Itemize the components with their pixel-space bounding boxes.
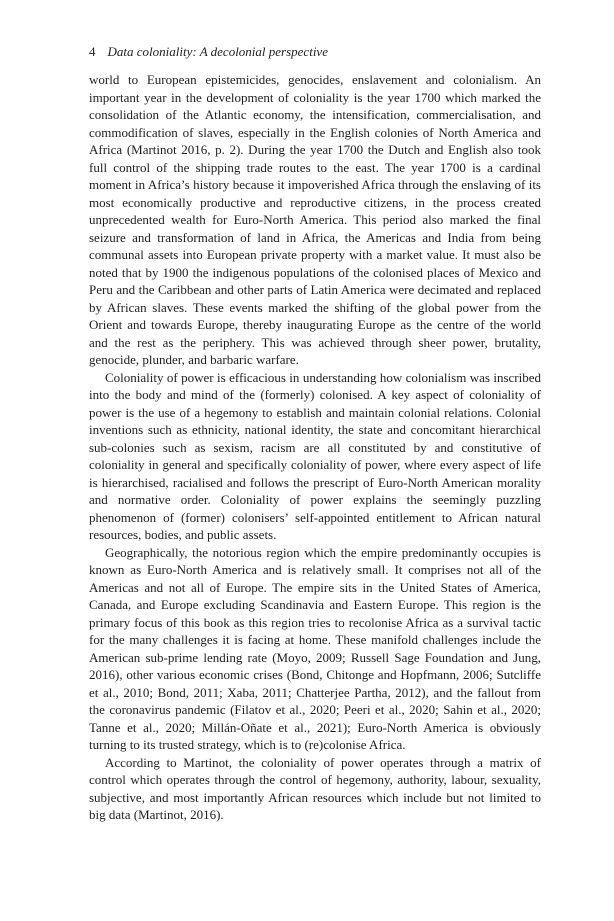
paragraph-4: According to Martinot, the coloniality of power operates through a matrix of control which operates through the control of hegemony, authority, labour, sexuality, subjective, and most importantly African resources which include but not limited to big data (Martinot, 2016).: [89, 754, 541, 822]
running-header: [89, 44, 541, 60]
paragraph-2: Coloniality of power is efficacious in understanding how colonialism was inscribed into the body and mind of the (formerly) colonised. A key aspect of coloniality of power is the use of a hegemony to establish and maintain colonial relations. Colonial inventions such as ethnicity, national identity, the state and concomitant hierarchical sub-colonies such as sexism, racism are all constituted by and constitutive of coloniality in general and specifically coloniality of power, where every aspect of life is hierarchised, racialised and follows the prescript of Euro-North American morality and normative order. Coloniality of power explains the seemingly puzzling phenomenon of (former) colonisers’ self-appointed entitlement to African natural resources, bodies, and public assets.: [89, 369, 541, 542]
page-number: 4: [89, 44, 96, 59]
book-page: [89, 44, 541, 824]
body-text: [89, 71, 541, 824]
paragraph-1: world to European epistemicides, genocides, enslavement and colonialism. An important year in the development of coloniality is the year 1700 which marked the consolidation of the Atlantic economy, the intensification, commercialisation, and commodification of slaves, especially in the English colonies of North America and Africa (Martinot 2016, p. 2). During the year 1700 the Dutch and English also took full control of the shipping trade routes to the east. The year 1700 is a cardinal moment in Africa’s history because it impoverished Africa through the enslaving of its most economically productive and reproductive citizens, in the process created unprecedented wealth for Euro-North America. This period also marked the final seizure and transformation of land in Africa, the Americas and India from being communal assets into European private property with a market value. It must also be noted that by 1900 the indigenous populations of the colonised places of Mexico and Peru and the Caribbean and other parts of Latin America were decimated and replaced by African slaves. These events marked the shifting of the global power from the Orient and towards Europe, thereby inaugurating Europe as the centre of the world and the rest as the periphery. This was achieved through sheer power, brutality, genocide, plunder, and barbaric warfare.: [89, 72, 541, 367]
running-title: Data coloniality: A decolonial perspective: [107, 44, 328, 59]
paragraph-3: Geographically, the notorious region which the empire predominantly occupies is known as Euro-North America and is relatively small. It comprises not all of the Americas and not all of Europe. The empire sits in the United States of America, Canada, and Europe excluding Scandinavia and Eastern Europe. This region is the primary focus of this book as this region tries to recolonise Africa as a survival tactic for the many challenges it is facing at home. These manifold challenges include the American sub-prime lending rate (Moyo, 2009; Russell Sage Foundation and Jung, 2016), other various economic crises (Bond, Chitonge and Hopfmann, 2006; Sutcliffe et al., 2010; Bond, 2011; Xaba, 2011; Chatterjee Partha, 2012), and the fallout from the coronavirus pandemic (Filatov et al., 2020; Peeri et al., 2020; Sahin et al., 2020; Tanne et al., 2020; Millán-Oñate et al., 2021); Euro-North America is obviously turning to its trusted strategy, which is to (re)colonise Africa.: [89, 544, 541, 752]
